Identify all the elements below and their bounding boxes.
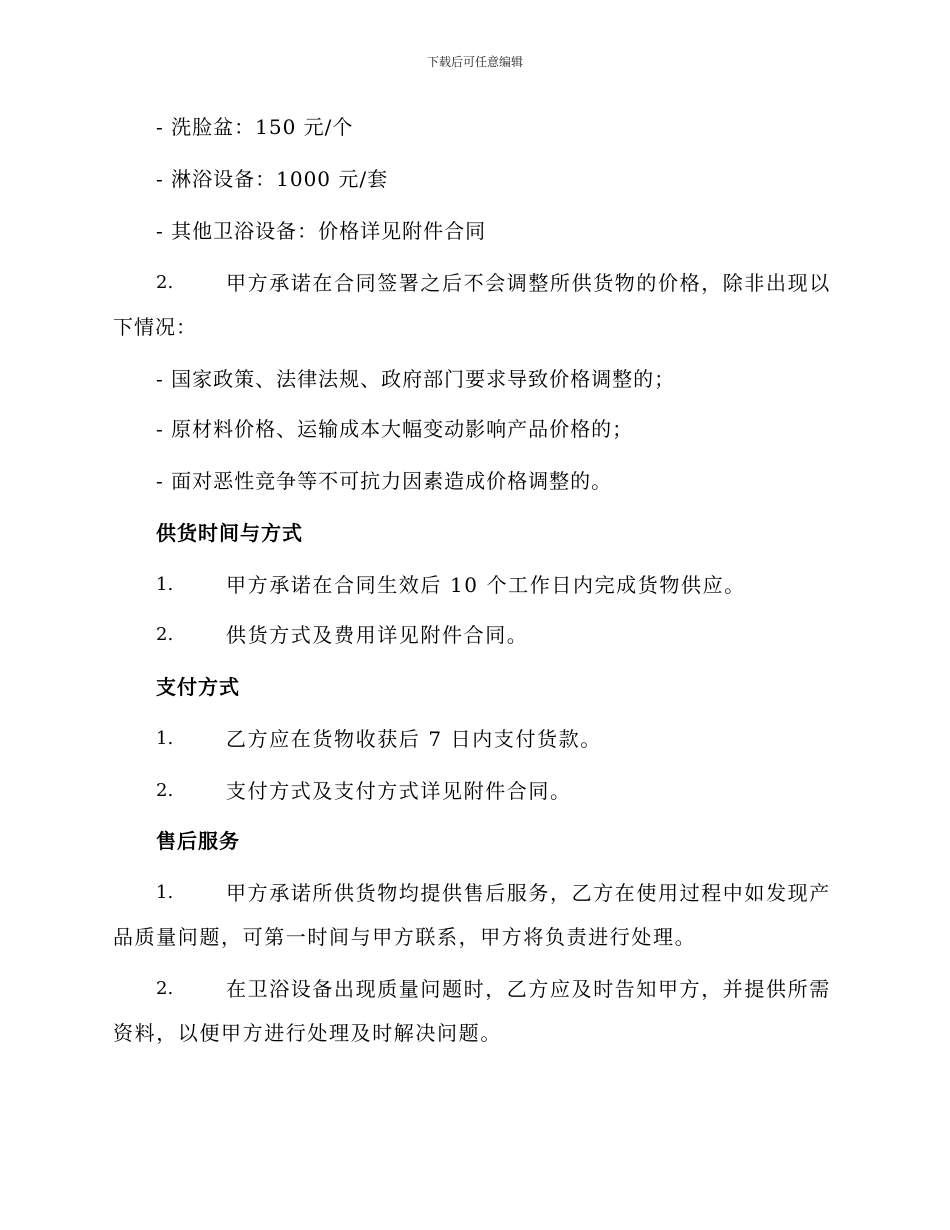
price-item-other: - 其他卫浴设备：价格详见附件合同 bbox=[156, 219, 487, 243]
page-header: 下载后可任意编辑 bbox=[426, 55, 523, 69]
after-sales-item-number: 1. bbox=[156, 882, 174, 903]
condition-item: - 面对恶性竞争等不可抗力因素造成价格调整的。 bbox=[156, 469, 613, 493]
after-sales-item-line1: 甲方承诺所供货物均提供售后服务，乙方在使用过程中如发现产 bbox=[226, 881, 831, 905]
section-heading-after-sales: 售后服务 bbox=[156, 829, 240, 853]
price-item-shower: - 淋浴设备：1000 元/套 bbox=[156, 167, 389, 191]
after-sales-item-line2: 资料，以便甲方进行处理及时解决问题。 bbox=[113, 1021, 502, 1045]
supply-item-text: 供货方式及费用详见附件合同。 bbox=[226, 623, 529, 647]
section-heading-supply: 供货时间与方式 bbox=[156, 521, 303, 545]
condition-item: - 国家政策、法律法规、政府部门要求导致价格调整的； bbox=[156, 367, 676, 391]
after-sales-item-number: 2. bbox=[156, 978, 174, 999]
condition-item: - 原材料价格、运输成本大幅变动影响产品价格的； bbox=[156, 417, 634, 441]
payment-item-text: 乙方应在货物收获后 7 日内支付货款。 bbox=[226, 727, 602, 751]
payment-item-number: 1. bbox=[156, 728, 174, 749]
payment-item-number: 2. bbox=[156, 780, 174, 801]
supply-item-number: 1. bbox=[156, 574, 174, 595]
after-sales-item-line2: 品质量问题，可第一时间与甲方联系，甲方将负责进行处理。 bbox=[113, 925, 697, 949]
price-clause-number: 2. bbox=[156, 272, 174, 293]
section-heading-payment: 支付方式 bbox=[156, 675, 240, 699]
supply-item-number: 2. bbox=[156, 624, 174, 645]
price-clause-line2: 下情况： bbox=[113, 315, 197, 339]
after-sales-item-line1: 在卫浴设备出现质量问题时，乙方应及时告知甲方，并提供所需 bbox=[226, 977, 831, 1001]
price-item-basin: - 洗脸盆：150 元/个 bbox=[156, 115, 354, 139]
supply-item-text: 甲方承诺在合同生效后 10 个工作日内完成货物供应。 bbox=[226, 573, 746, 597]
price-clause-line1: 甲方承诺在合同签署之后不会调整所供货物的价格，除非出现以 bbox=[226, 271, 831, 295]
payment-item-text: 支付方式及支付方式详见附件合同。 bbox=[226, 779, 572, 803]
